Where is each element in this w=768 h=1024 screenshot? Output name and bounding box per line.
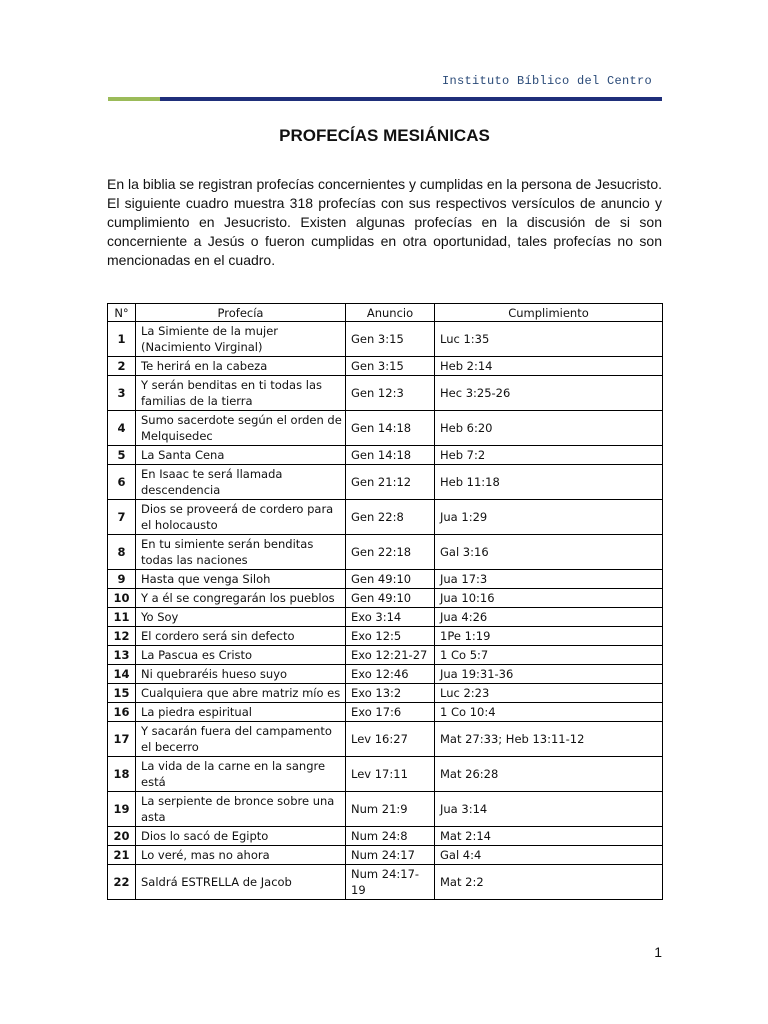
table-row: [108, 589, 663, 608]
row-number: 19: [108, 792, 136, 827]
row-announcement: Gen 14:18: [346, 411, 435, 446]
row-announcement: Exo 13:2: [346, 684, 435, 703]
row-fulfillment: Jua 17:3: [435, 570, 663, 589]
table-row: [108, 608, 663, 627]
row-announcement: Num 24:17: [346, 846, 435, 865]
row-fulfillment: Jua 10:16: [435, 589, 663, 608]
row-announcement: Gen 3:15: [346, 322, 435, 357]
table-row: [108, 757, 663, 792]
row-prophecy: La Simiente de la mujer (Nacimiento Virginal): [136, 322, 346, 357]
row-fulfillment: Heb 6:20: [435, 411, 663, 446]
row-fulfillment: Gal 3:16: [435, 535, 663, 570]
table-row: [108, 446, 663, 465]
header-rule: [160, 97, 662, 101]
table-row: [108, 500, 663, 535]
row-number: 7: [108, 500, 136, 535]
row-announcement: Exo 12:21-27: [346, 646, 435, 665]
row-number: 4: [108, 411, 136, 446]
row-fulfillment: Jua 19:31-36: [435, 665, 663, 684]
row-number: 6: [108, 465, 136, 500]
table-row: [108, 665, 663, 684]
row-announcement: Gen 12:3: [346, 376, 435, 411]
row-prophecy: La piedra espiritual: [136, 703, 346, 722]
row-prophecy: La serpiente de bronce sobre una asta: [136, 792, 346, 827]
row-fulfillment: Jua 3:14: [435, 792, 663, 827]
row-number: 3: [108, 376, 136, 411]
row-fulfillment: Heb 11:18: [435, 465, 663, 500]
row-announcement: Exo 3:14: [346, 608, 435, 627]
row-prophecy: La vida de la carne en la sangre está: [136, 757, 346, 792]
row-announcement: Lev 16:27: [346, 722, 435, 757]
row-announcement: Gen 22:8: [346, 500, 435, 535]
row-prophecy: Y serán benditas en ti todas las familias de la tierra: [136, 376, 346, 411]
row-prophecy: La Pascua es Cristo: [136, 646, 346, 665]
row-fulfillment: 1Pe 1:19: [435, 627, 663, 646]
row-announcement: Exo 12:5: [346, 627, 435, 646]
row-announcement: Num 24:17-19: [346, 865, 435, 900]
row-number: 10: [108, 589, 136, 608]
row-fulfillment: Heb 2:14: [435, 357, 663, 376]
row-number: 8: [108, 535, 136, 570]
row-number: 17: [108, 722, 136, 757]
table-body: [108, 322, 663, 900]
row-fulfillment: Mat 2:14: [435, 827, 663, 846]
table-header-row: [108, 304, 663, 322]
row-announcement: Exo 17:6: [346, 703, 435, 722]
header-announcement: Anuncio: [346, 304, 435, 322]
row-prophecy: Lo veré, mas no ahora: [136, 846, 346, 865]
row-fulfillment: Mat 27:33; Heb 13:11-12: [435, 722, 663, 757]
row-prophecy: Ni quebraréis hueso suyo: [136, 665, 346, 684]
table-row: [108, 684, 663, 703]
row-fulfillment: Luc 1:35: [435, 322, 663, 357]
row-fulfillment: Jua 1:29: [435, 500, 663, 535]
row-fulfillment: Heb 7:2: [435, 446, 663, 465]
row-number: 9: [108, 570, 136, 589]
table-row: [108, 535, 663, 570]
header-number: N°: [108, 304, 136, 322]
row-prophecy: En tu simiente serán benditas todas las naciones: [136, 535, 346, 570]
row-announcement: Gen 49:10: [346, 589, 435, 608]
table-row: [108, 357, 663, 376]
row-fulfillment: Jua 4:26: [435, 608, 663, 627]
row-prophecy: Te herirá en la cabeza: [136, 357, 346, 376]
page-number: 1: [654, 944, 662, 960]
row-announcement: Gen 3:15: [346, 357, 435, 376]
row-number: 5: [108, 446, 136, 465]
row-number: 20: [108, 827, 136, 846]
table-row: [108, 865, 663, 900]
header-rule-accent: [108, 97, 160, 101]
row-number: 2: [108, 357, 136, 376]
row-number: 13: [108, 646, 136, 665]
header-fulfillment: Cumplimiento: [435, 304, 663, 322]
row-number: 18: [108, 757, 136, 792]
row-prophecy: Hasta que venga Siloh: [136, 570, 346, 589]
row-announcement: Exo 12:46: [346, 665, 435, 684]
table-row: [108, 627, 663, 646]
row-announcement: Gen 21:12: [346, 465, 435, 500]
table-row: [108, 376, 663, 411]
intro-paragraph: En la biblia se registran profecías concernientes y cumplidas en la persona de Jesucristo. El siguiente cuadro muestra 318 profecías con sus respectivos versículos de anuncio y cumplimiento en Jesucristo. Existen algunas profecías en la discusión de si son concerniente a Jesús o fueron cumplidas en otra oportunidad, tales profecías no son mencionadas en el cuadro.: [107, 176, 662, 268]
row-number: 12: [108, 627, 136, 646]
row-number: 22: [108, 865, 136, 900]
table-row: [108, 646, 663, 665]
row-number: 14: [108, 665, 136, 684]
row-fulfillment: 1 Co 5:7: [435, 646, 663, 665]
row-fulfillment: Mat 2:2: [435, 865, 663, 900]
table-row: [108, 846, 663, 865]
row-prophecy: Y sacarán fuera del campamento el becerro: [136, 722, 346, 757]
row-fulfillment: Hec 3:25-26: [435, 376, 663, 411]
row-number: 21: [108, 846, 136, 865]
row-prophecy: El cordero será sin defecto: [136, 627, 346, 646]
table-row: [108, 703, 663, 722]
table-row: [108, 570, 663, 589]
row-number: 1: [108, 322, 136, 357]
row-prophecy: Sumo sacerdote según el orden de Melquisedec: [136, 411, 346, 446]
prophecies-table: [107, 303, 663, 900]
row-fulfillment: Gal 4:4: [435, 846, 663, 865]
header-prophecy: Profecía: [136, 304, 346, 322]
row-prophecy: Cualquiera que abre matriz mío es: [136, 684, 346, 703]
row-fulfillment: Mat 26:28: [435, 757, 663, 792]
row-number: 11: [108, 608, 136, 627]
row-fulfillment: Luc 2:23: [435, 684, 663, 703]
row-number: 15: [108, 684, 136, 703]
table-row: [108, 827, 663, 846]
row-prophecy: En Isaac te será llamada descendencia: [136, 465, 346, 500]
organization-name: Instituto Bíblico del Centro: [442, 74, 653, 88]
row-announcement: Gen 14:18: [346, 446, 435, 465]
row-prophecy: Saldrá ESTRELLA de Jacob: [136, 865, 346, 900]
row-prophecy: Y a él se congregarán los pueblos: [136, 589, 346, 608]
row-announcement: Num 21:9: [346, 792, 435, 827]
row-prophecy: La Santa Cena: [136, 446, 346, 465]
table-row: [108, 322, 663, 357]
table-row: [108, 792, 663, 827]
document-title: PROFECÍAS MESIÁNICAS: [279, 126, 490, 145]
row-number: 16: [108, 703, 136, 722]
table-row: [108, 722, 663, 757]
row-fulfillment: 1 Co 10:4: [435, 703, 663, 722]
row-announcement: Num 24:8: [346, 827, 435, 846]
row-announcement: Gen 22:18: [346, 535, 435, 570]
row-prophecy: Yo Soy: [136, 608, 346, 627]
row-announcement: Gen 49:10: [346, 570, 435, 589]
row-prophecy: Dios lo sacó de Egipto: [136, 827, 346, 846]
table-row: [108, 411, 663, 446]
table-row: [108, 465, 663, 500]
row-prophecy: Dios se proveerá de cordero para el holocausto: [136, 500, 346, 535]
row-announcement: Lev 17:11: [346, 757, 435, 792]
